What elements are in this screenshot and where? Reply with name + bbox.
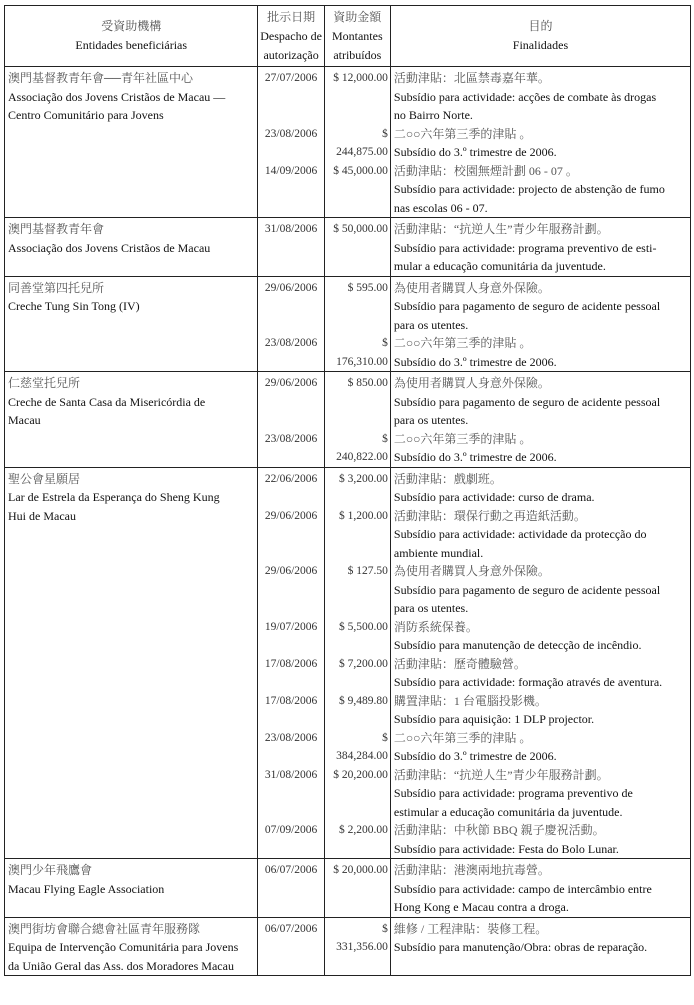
- purpose-zh: 二○○六年第三季的津貼 。: [393, 336, 532, 350]
- header-entity-pt: Entidades beneficiárias: [75, 38, 188, 52]
- purpose-pt: nas escolas 06 - 07.: [393, 200, 488, 215]
- amount: $ 5,500.00: [324, 618, 390, 655]
- purpose-zh: 二○○六年第三季的津貼 。: [393, 126, 532, 141]
- amount: $ 20,000.00: [324, 859, 390, 918]
- header-entity-zh: 受資助機構: [101, 19, 162, 33]
- authorization-date: 07/09/2006: [258, 821, 324, 859]
- entity-name-pt: Macau: [8, 413, 41, 427]
- header-date: [258, 6, 324, 67]
- table-row: [5, 276, 691, 334]
- authorization-date: 14/09/2006: [258, 162, 324, 218]
- entity-name-pt: Equipa de Intervenção Comunitária para Jovens: [8, 940, 239, 954]
- table-row: [5, 218, 691, 277]
- header-amount-pt1: Montantes: [331, 28, 383, 43]
- entity-name-pt: da União Geral das Ass. dos Moradores Macau: [8, 958, 234, 973]
- purpose-cell: [390, 334, 690, 372]
- purpose-pt: Subsídio do 3.º trimestre de 2006.: [393, 354, 557, 369]
- authorization-date: 23/08/2006: [258, 334, 324, 372]
- purpose-pt: Subsídio para aquisição: 1 DLP projector.: [393, 712, 595, 726]
- header-date-pt1: Despacho de: [260, 28, 322, 43]
- entity-name-zh: 聖公會星願居: [8, 471, 81, 486]
- authorization-date: 31/08/2006: [258, 218, 324, 277]
- entity-name-zh: 澳門少年飛鷹會: [8, 863, 93, 877]
- authorization-date: 17/08/2006: [258, 655, 324, 692]
- purpose-cell: [390, 467, 690, 507]
- purpose-cell: [390, 692, 690, 729]
- purpose-cell: [390, 430, 690, 468]
- purpose-cell: [390, 766, 690, 822]
- authorization-date: 29/06/2006: [258, 507, 324, 563]
- grants-table: [4, 5, 691, 976]
- purpose-pt: Subsídio para actividade: programa preventivo de: [393, 786, 633, 800]
- entity-name-pt: Creche Tung Sin Tong (IV): [8, 299, 140, 313]
- purpose-pt: Subsídio para actividade: projecto de abstenção de fumo: [393, 182, 665, 196]
- table-row: [5, 67, 691, 125]
- amount: $ 9,489.80: [324, 692, 390, 729]
- purpose-cell: [390, 618, 690, 655]
- purpose-zh: 二○○六年第三季的津貼 。: [393, 730, 532, 745]
- purpose-pt: no Bairro Norte.: [393, 108, 473, 122]
- purpose-pt: Subsídio para actividade: formação através de aventura.: [393, 675, 663, 689]
- purpose-zh: 活動津貼：戲劇班。: [393, 471, 502, 486]
- amount: $ 595.00: [324, 276, 390, 334]
- purpose-pt: para os utentes.: [393, 413, 469, 427]
- purpose-cell: [390, 917, 690, 976]
- purpose-pt: Subsídio para actividade: programa preventivo de esti-: [393, 240, 657, 255]
- entity-name-pt: Hui de Macau: [8, 508, 76, 523]
- purpose-zh: 消防系統保養。: [393, 619, 478, 634]
- amount: $ 12,000.00: [324, 67, 390, 125]
- purpose-pt: para os utentes.: [393, 317, 469, 332]
- amount: $ 331,356.00: [324, 917, 390, 976]
- authorization-date: 27/07/2006: [258, 67, 324, 125]
- purpose-cell: [390, 859, 690, 918]
- purpose-cell: [390, 218, 690, 277]
- table-row: [5, 859, 691, 918]
- entity-name-zh: 同善堂第四托兒所: [8, 280, 105, 295]
- purpose-cell: [390, 821, 690, 859]
- amount: $ 176,310.00: [324, 334, 390, 372]
- authorization-date: 29/06/2006: [258, 276, 324, 334]
- header-amount-zh: 資助金額: [333, 9, 382, 24]
- purpose-cell: [390, 562, 690, 618]
- purpose-pt: Subsídio para pagamento de seguro de acidente pessoal: [393, 582, 661, 597]
- purpose-cell: [390, 372, 690, 430]
- purpose-zh: 維修 / 工程津貼：裝修工程。: [393, 921, 548, 936]
- purpose-zh: 活動津貼：港澳兩地抗毒營。: [393, 863, 550, 877]
- entity-cell: [5, 276, 258, 372]
- purpose-cell: [390, 162, 690, 218]
- purpose-zh: 為使用者購買人身意外保險。: [393, 564, 550, 578]
- purpose-pt: Subsídio para actividade: campo de intercâmbio entre: [393, 881, 652, 896]
- purpose-cell: [390, 276, 690, 334]
- purpose-zh: 購置津貼：1 台電腦投影機。: [393, 693, 547, 708]
- amount: $ 20,200.00: [324, 766, 390, 822]
- purpose-cell: [390, 729, 690, 766]
- purpose-zh: 活動津貼：“抗逆人生”青少年服務計劃。: [393, 222, 609, 236]
- purpose-pt: Subsídio para manutenção de detecção de incêndio.: [393, 638, 642, 652]
- purpose-pt: para os utentes.: [393, 601, 469, 615]
- purpose-pt: mular a educação comunitária da juventude.: [393, 259, 606, 273]
- amount: $ 7,200.00: [324, 655, 390, 692]
- purpose-pt: Subsídio do 3.º trimestre de 2006.: [393, 145, 557, 159]
- purpose-pt: Subsídio do 3.º trimestre de 2006.: [393, 749, 557, 763]
- purpose-zh: 活動津貼：“抗逆人生”青少年服務計劃。: [393, 767, 609, 782]
- table-header: [5, 6, 691, 67]
- header-date-zh: 批示日期: [267, 9, 316, 24]
- entity-name-zh: 澳門基督教青年會──青年社區中心: [8, 71, 194, 85]
- table-row: [5, 372, 691, 430]
- purpose-cell: [390, 655, 690, 692]
- authorization-date: 29/06/2006: [258, 372, 324, 430]
- purpose-pt: Subsídio para actividade: curso de drama.: [393, 490, 595, 504]
- authorization-date: 06/07/2006: [258, 859, 324, 918]
- amount: $ 2,200.00: [324, 821, 390, 859]
- entity-cell: [5, 467, 258, 859]
- purpose-pt: Subsídio para actividade: actividade da protecção do: [393, 527, 647, 541]
- authorization-date: 23/08/2006: [258, 430, 324, 468]
- entity-name-zh: 澳門基督教青年會: [8, 222, 105, 236]
- entity-cell: [5, 372, 258, 468]
- entity-cell: [5, 67, 258, 218]
- entity-cell: [5, 218, 258, 277]
- amount: $ 244,875.00: [324, 125, 390, 162]
- purpose-pt: Subsídio para actividade: acções de combate às drogas: [393, 89, 657, 104]
- entity-name-pt: Centro Comunitário para Jovens: [8, 108, 164, 122]
- amount: $ 3,200.00: [324, 467, 390, 507]
- table-row: [5, 467, 691, 507]
- purpose-pt: Hong Kong e Macau contra a droga.: [393, 900, 569, 914]
- entity-name-pt: Lar de Estrela da Esperança do Sheng Kung: [8, 490, 220, 504]
- header-purpose-pt: Finalidades: [512, 38, 569, 52]
- header-amount-pt2: atribuídos: [333, 47, 382, 62]
- purpose-zh: 為使用者購買人身意外保險。: [393, 280, 550, 295]
- authorization-date: 06/07/2006: [258, 917, 324, 976]
- authorization-date: 23/08/2006: [258, 125, 324, 162]
- authorization-date: 23/08/2006: [258, 729, 324, 766]
- purpose-pt: Subsídio para manutenção/Obra: obras de reparação.: [393, 940, 648, 954]
- entity-name-pt: Associação dos Jovens Cristãos de Macau —: [8, 89, 226, 104]
- header-amount: [324, 6, 390, 67]
- entity-cell: [5, 917, 258, 976]
- entity-name-zh: 仁慈堂托兒所: [8, 376, 81, 390]
- authorization-date: 17/08/2006: [258, 692, 324, 729]
- entity-name-zh: 澳門街坊會聯合總會社區青年服務隊: [8, 921, 201, 936]
- purpose-pt: ambiente mundial.: [393, 545, 484, 560]
- purpose-zh: 為使用者購買人身意外保險。: [393, 376, 550, 390]
- purpose-pt: Subsídio para pagamento de seguro de acidente pessoal: [393, 394, 661, 409]
- amount: $ 240,822.00: [324, 430, 390, 468]
- purpose-zh: 活動津貼：歷奇體驗營。: [393, 656, 526, 671]
- purpose-zh: 二○○六年第三季的津貼 。: [393, 431, 532, 446]
- amount: $ 384,284.00: [324, 729, 390, 766]
- entity-name-pt: Associação dos Jovens Cristãos de Macau: [8, 240, 211, 255]
- table-body: [5, 67, 691, 976]
- purpose-pt: Subsídio para actividade: Festa do Bolo Lunar.: [393, 841, 619, 856]
- entity-cell: [5, 859, 258, 918]
- amount: $ 50,000.00: [324, 218, 390, 277]
- amount: $ 127.50: [324, 562, 390, 618]
- authorization-date: 22/06/2006: [258, 467, 324, 507]
- purpose-cell: [390, 125, 690, 162]
- purpose-zh: 活動津貼：北區禁毒嘉年華。: [393, 71, 550, 85]
- purpose-pt: Subsídio para pagamento de seguro de acidente pessoal: [393, 299, 661, 313]
- authorization-date: 19/07/2006: [258, 618, 324, 655]
- entity-name-pt: Macau Flying Eagle Association: [8, 881, 165, 896]
- header-entity: [5, 6, 258, 67]
- purpose-cell: [390, 507, 690, 563]
- purpose-zh: 活動津貼：環保行動之再造紙活動。: [393, 508, 586, 523]
- header-purpose-zh: 目的: [528, 19, 553, 33]
- purpose-pt: Subsídio do 3.º trimestre de 2006.: [393, 450, 557, 464]
- authorization-date: 29/06/2006: [258, 562, 324, 618]
- header-date-pt2: autorização: [263, 47, 319, 62]
- entity-name-pt: Creche de Santa Casa da Misericórdia de: [8, 394, 206, 409]
- amount: $ 850.00: [324, 372, 390, 430]
- header-purpose: [390, 6, 690, 67]
- amount: $ 1,200.00: [324, 507, 390, 563]
- amount: $ 45,000.00: [324, 162, 390, 218]
- purpose-pt: estimular a educação comunitária da juventude.: [393, 804, 623, 819]
- authorization-date: 31/08/2006: [258, 766, 324, 822]
- table-row: [5, 917, 691, 976]
- purpose-zh: 活動津貼：中秋節 BBQ 親子慶祝活動。: [393, 823, 605, 837]
- purpose-cell: [390, 67, 690, 125]
- purpose-zh: 活動津貼：校園無煙計劃 06 - 07 。: [393, 163, 578, 178]
